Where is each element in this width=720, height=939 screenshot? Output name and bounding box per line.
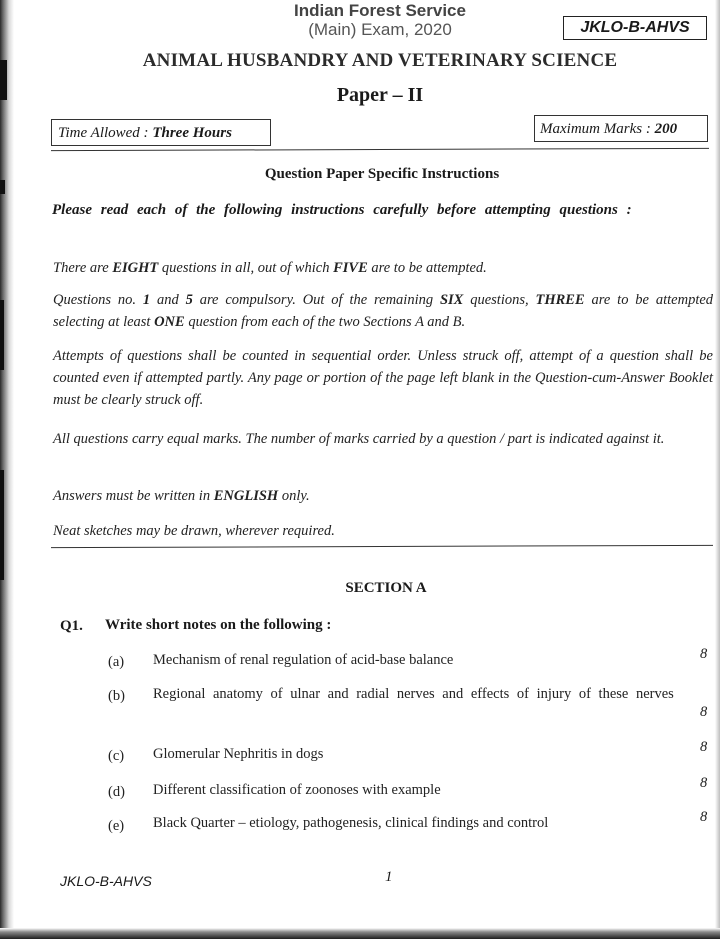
max-marks-label: Maximum Marks : — [540, 121, 655, 137]
exam-name: Indian Forest Service — [294, 1, 466, 20]
instructions-title: Question Paper Specific Instructions — [264, 166, 500, 182]
item-text: Different classification of zoonoses with example — [153, 782, 441, 798]
scan-bottom-edge — [0, 928, 720, 939]
item-label: (a) — [108, 654, 125, 670]
item-label: (c) — [108, 748, 125, 764]
item-text: Black Quarter – etiology, pathogenesis, clinical findings and control — [153, 815, 549, 831]
item-marks: 8 — [700, 775, 708, 791]
instruction-4: All questions carry equal marks. The number of marks carried by a question / part is indicated against it. — [53, 431, 665, 447]
instruction-3: Attempts of questions shall be counted in sequential order. Unless struck off, attempt of a question shall be counted even if attempted partly. Any page or portion of the page left blank in the Question-cum-Answer Booklet must be clearly struck off. — [53, 348, 713, 408]
item-label: (e) — [108, 818, 125, 834]
item-marks: 8 — [700, 739, 708, 755]
subject-title: ANIMAL HUSBANDRY AND VETERINARY SCIENCE — [142, 50, 618, 71]
time-allowed-box — [51, 119, 271, 146]
max-marks-value: 200 — [654, 121, 678, 137]
divider — [51, 545, 713, 548]
paper-title: Paper – II — [336, 84, 424, 106]
question-number: Q1. — [60, 618, 83, 634]
item-marks: 8 — [700, 704, 708, 720]
scan-right-edge — [715, 0, 720, 939]
max-marks-box — [534, 115, 708, 142]
instruction-5: Answers must be written in ENGLISH only. — [53, 488, 310, 504]
exam-year: (Main) Exam, 2020 — [308, 20, 452, 39]
scan-artifact — [0, 470, 4, 580]
instruction-2: Questions no. 1 and 5 are compulsory. Out of the remaining SIX questions, THREE are to be attempted selecting at least ONE question from each of the two Sections A and B. — [53, 292, 714, 330]
time-allowed-value: Three Hours — [152, 125, 232, 141]
scan-artifact — [0, 300, 4, 370]
instructions-intro: Please read each of the following instructions carefully before attempting questions : — [52, 202, 632, 218]
item-text: Mechanism of renal regulation of acid-base balance — [153, 652, 454, 668]
paper-code-box: JKLO-B-AHVS — [563, 16, 707, 40]
item-marks: 8 — [700, 809, 708, 825]
question-text: Write short notes on the following : — [105, 617, 332, 633]
divider — [51, 148, 709, 151]
page-number: 1 — [385, 869, 393, 885]
item-text: Glomerular Nephritis in dogs — [153, 746, 324, 762]
item-text: Regional anatomy of ulnar and radial nerves and effects of injury of these nerves — [153, 686, 674, 702]
item-marks: 8 — [700, 646, 708, 662]
item-label: (b) — [108, 688, 125, 704]
instruction-6: Neat sketches may be drawn, wherever required. — [53, 523, 335, 539]
footer-paper-code: JKLO-B-AHVS — [60, 873, 152, 889]
item-label: (d) — [108, 784, 125, 800]
time-allowed-label: Time Allowed : — [58, 125, 153, 141]
instruction-1: There are EIGHT questions in all, out of which FIVE are to be attempted. — [53, 260, 487, 276]
section-heading: SECTION A — [345, 580, 427, 596]
